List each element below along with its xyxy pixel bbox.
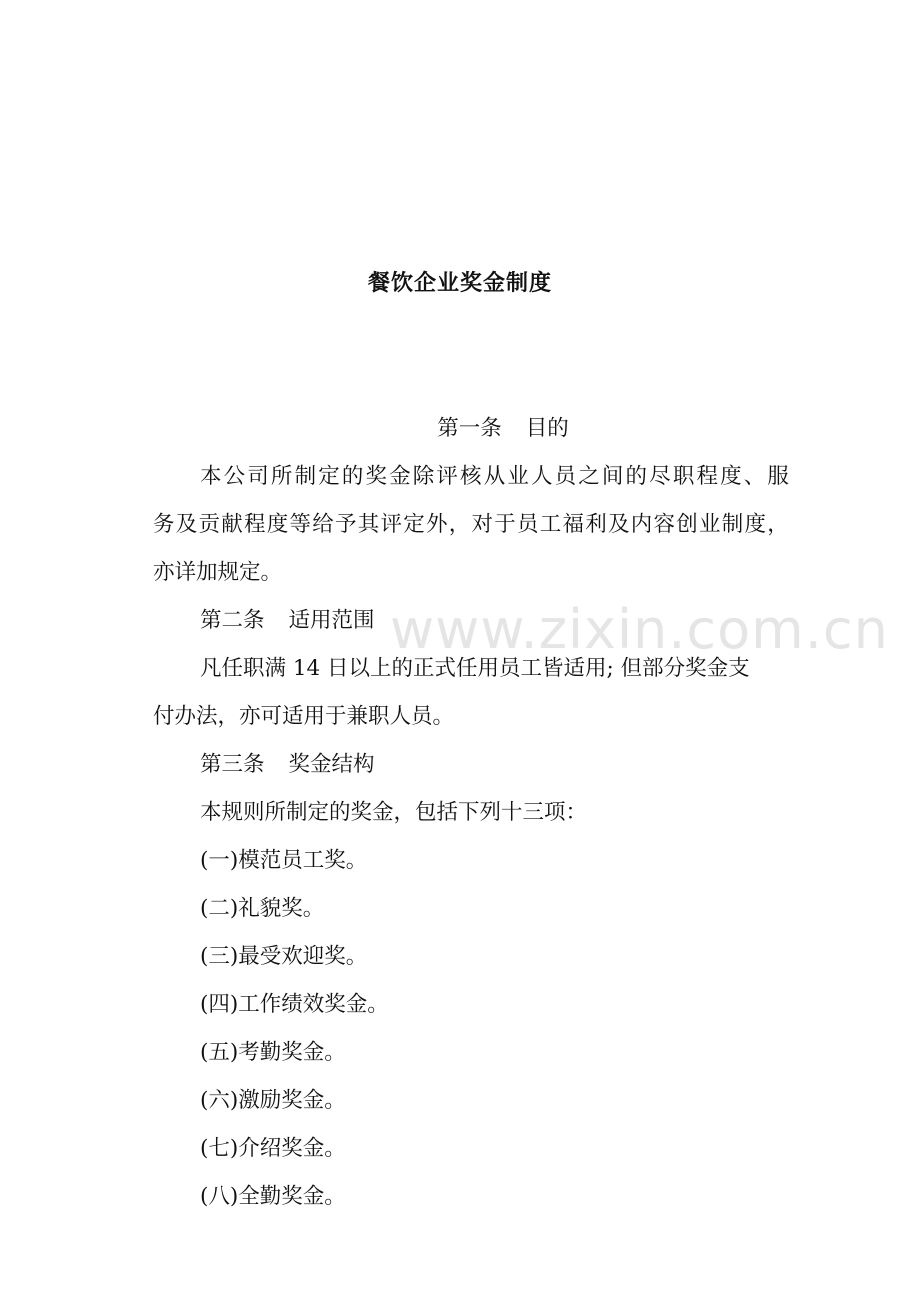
- article1-line-3: 亦详加规定。: [153, 560, 283, 585]
- list-item: (七)介绍奖金。: [200, 1136, 346, 1161]
- article1-line-1: 本 公 司 所 制 定 的 奖 金 除 评 核 从 业 人 员 之 间 的 尽 职 程 度 、 服: [200, 464, 789, 489]
- document-title: 餐饮企业奖金制度: [367, 271, 552, 296]
- list-item: (五)考勤奖金。: [200, 1040, 346, 1065]
- list-item: (一)模范员工奖。: [200, 848, 368, 873]
- article2-line-1: 凡任职满 14 日以上的正式任用员工皆适用; 但部分奖金支: [200, 656, 750, 681]
- article1-number: 第一条: [437, 416, 502, 441]
- list-item: (四)工作绩效奖金。: [200, 992, 389, 1017]
- list-item: (二)礼貌奖。: [200, 896, 325, 921]
- list-item: (八)全勤奖金。: [200, 1184, 346, 1209]
- article2-heading: [153, 597, 789, 645]
- article2-title: 适用范围: [288, 608, 375, 633]
- article1-heading: [153, 405, 789, 453]
- article1-title: 目的: [525, 416, 569, 441]
- article2-line-2: 付办法，亦可适用于兼职人员。: [153, 704, 455, 729]
- article3-number: 第三条: [200, 752, 265, 777]
- article1-line-2: 务 及 贡 献 程 度 等 给 予 其 评 定 外 ， 对 于 员 工 福 利 及 内 容 创 业 制 度 ，: [153, 512, 789, 537]
- document-body: [153, 405, 789, 1221]
- list-item: (三)最受欢迎奖。: [200, 944, 368, 969]
- article3-intro: 本规则所制定的奖金，包括下列十三项：: [200, 800, 588, 825]
- watermark: www.zixin.com.cn: [390, 598, 889, 661]
- article2-number: 第二条: [200, 608, 265, 633]
- list-item: (六)激励奖金。: [200, 1088, 346, 1113]
- article3-heading: [153, 741, 789, 789]
- article3-title: 奖金结构: [288, 752, 375, 777]
